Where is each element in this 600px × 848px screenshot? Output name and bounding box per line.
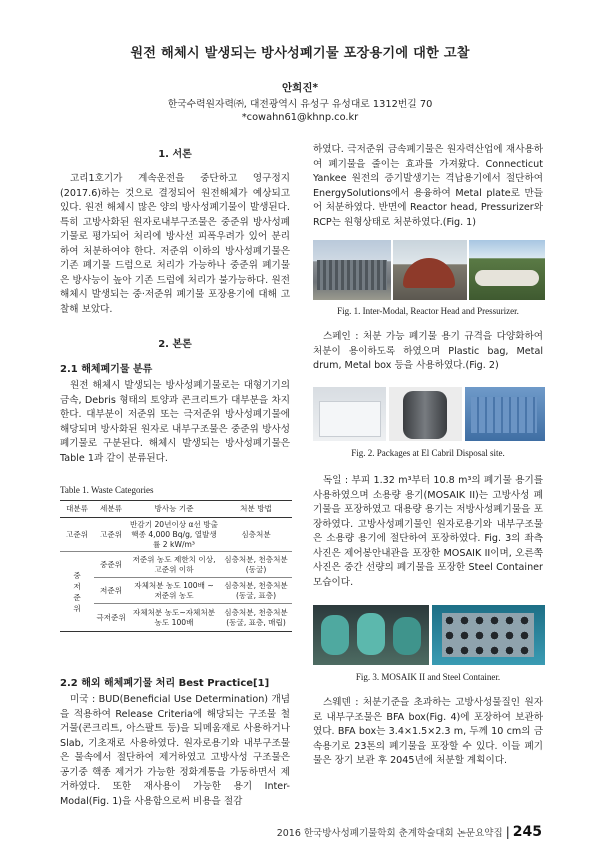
subsection-2-2-title: 2.2 해외 해체폐기물 처리 Best Practice[1] xyxy=(60,678,270,689)
fig2-caption: Fig. 2. Packages at El Cabril Disposal site. xyxy=(351,448,505,458)
spain-paragraph: 스페인 : 처분 가능 폐기물 용기 규격을 다양화하여 처분이 용이하도록 하였으며 Plastic bag, Metal drum, Metal box 등을 사용하였다.(Fig. 2) xyxy=(313,331,543,371)
table-caption: Table 1. Waste Categories xyxy=(60,485,154,495)
table-row xyxy=(60,552,292,578)
intermodal-container-photo xyxy=(313,240,391,300)
right-paragraph-1 xyxy=(313,143,543,230)
right-paragraph-4 xyxy=(313,696,543,769)
steel-container-photo xyxy=(432,605,545,665)
pressurizer-photo xyxy=(469,240,545,300)
intro-paragraph: 고리1호기가 계속운전을 중단하고 영구정지(2017.6)하는 것으로 결정되어 원전해체가 예상되고 있다. 원전 해체시 많은 양의 방사성폐기물이 발생된다. 특히 고방사화된 원자로내부구조물은 중준위 방사성폐기물로 평가되어 처리에 방사선 피폭우려가 있어 분리하여 처분하여야 한다. 저준위 이하의 방사성폐기물은 기존 폐기물 드럼으로 처리가 가능하나 중준위 폐기물은 방사능이 높아 기존 드럼에 처리가 불가능하다. 원전 해체시 발생되는 중·저준위 폐기물 포장용기에 대해 고찰해 보았다. xyxy=(60,173,290,315)
author-email: *cowahn61@khnp.co.kr xyxy=(241,112,359,123)
table-cell: 중준위 xyxy=(94,552,128,578)
table-cell: 자체처분 농도~자체처분 농도 100배 xyxy=(128,604,220,632)
subsection-2-1-title: 2.1 해체폐기물 분류 xyxy=(60,364,153,375)
right-paragraph-2 xyxy=(313,330,543,374)
metal-drum-photo xyxy=(389,387,462,441)
footer-proceedings: 2016 한국방사성폐기물학회 춘계학술대회 논문요약집 xyxy=(276,828,503,839)
affiliation: 한국수력원자력㈜, 대전광역시 유성구 유성대로 1312번길 70 xyxy=(167,99,433,110)
mid-group-label: 중저준위 xyxy=(73,570,81,613)
table-cell: 반감기 20년이상 α선 방출핵종 4,000 Bq/g, 열발생률 2 kW/m³ xyxy=(128,518,220,552)
table-cell: 심층처분, 천층처분(동굴, 표층, 매립) xyxy=(220,604,292,632)
paper-title: 원전 해체시 발생되는 방사성폐기물 포장용기에 대한 고찰 xyxy=(130,46,470,61)
waste-class-paragraph: 원전 해체시 발생되는 방사성폐기물로는 대형기기의 금속, Debris 형태의 토양과 콘크리트가 대부분을 차지한다. 대부분이 저준위 또는 극저준위 방사성폐기물에 해당되며 방사화된 원자로 내부구조물은 중준위 방사성폐기물로 구분된다. 해체시 발생되는 방사성폐기물은 Table 1과 같이 분류된다. xyxy=(60,380,290,464)
section-1-title: 1. 서론 xyxy=(158,149,192,160)
footer-separator: | xyxy=(505,825,510,839)
table-row xyxy=(60,604,292,632)
germany-paragraph: 독일 : 부피 1.32 m³부터 10.8 m³의 폐기물 용기를 사용하였으며 소용량 용기(MOSAIK II)는 고방사성 폐기물을 포장하였고 대용량 용기는 저방사성폐기물을 포장하였다. 고방사성폐기물인 원자로용기와 내부구조물은 소용량 용기에 절단하여 포장하였다. Fig. 3의 좌측 사진은 제어봉안내관을 포장한 MOSAIK II이며, 오른쪽 사진은 중간 선량의 폐기물을 포장한 Steel Container 모습이다. xyxy=(313,475,543,588)
plastic-bag-photo xyxy=(313,387,386,441)
table-header-major: 대분류 xyxy=(60,501,94,518)
table-cell: 고준위 xyxy=(60,518,94,552)
table-cell: 자체처분 농도 100배 ~ 저준위 농도 xyxy=(128,578,220,604)
table-row xyxy=(60,578,292,604)
right-paragraph-3 xyxy=(313,474,543,590)
table-cell: 심층처분, 천층처분(동굴, 표층) xyxy=(220,578,292,604)
connecticut-paragraph: 하였다. 극저준위 금속폐기물은 원자력산업에 재사용하여 폐기물을 줄이는 효과를 가져왔다. Connecticut Yankee 원전의 증기발생기는 격납용기에서 절단하여 EnergySolutions에서 용융하여 Metal plate로 만들어 처분하였다. 반면에 Reactor head, Pressurizer와 RCP는 원형상태로 처분하였다.(Fig. 1) xyxy=(313,144,543,228)
reactor-head-photo xyxy=(393,240,467,300)
table-cell: 심층처분, 천층처분(동굴) xyxy=(220,552,292,578)
table-row xyxy=(60,518,292,552)
section-2-title: 2. 본론 xyxy=(158,339,192,350)
table-header-criteria: 방사능 기준 xyxy=(128,501,220,518)
subsection-2-2-body xyxy=(60,693,290,809)
table-header-method: 처분 방법 xyxy=(220,501,292,518)
sweden-paragraph: 스웨덴 : 처분기준을 초과하는 고방사성물질인 원자로 내부구조물은 BFA box(Fig. 4)에 포장하여 보관하였다. BFA box는 3.4×1.5×2.3 m, 두께 10 cm의 금속용기로 23톤의 폐기물을 포장할 수 있다. 이들 폐기물은 장기 보관 후 2045년에 처분할 계획이다. xyxy=(313,697,543,766)
table-header-minor: 세분류 xyxy=(94,501,128,518)
section-1-body xyxy=(60,172,290,317)
table-cell: 심층처분 xyxy=(220,518,292,552)
usa-paragraph: 미국 : BUD(Beneficial Use Determination) 개념을 적용하여 Release Criteria에 해당되는 구조물 철거물(콘크리트, 아스팔트 등)을 되메움재로 사용하거나 Slab, 기초재로 사용하였다. 원자로용기와 내부구조물은 물속에서 절단하여 제거하였고 고방사성 구조물은 공기중 핵종 제거가 가능한 정화계통을 가동하면서 제거하였다. 또한 재사용이 가능한 용기 Inter-Modal(Fig. 1)을 사용함으로써 비용을 절감 xyxy=(60,694,290,807)
table-cell: 고준위 xyxy=(94,518,128,552)
page-number: 245 xyxy=(512,824,542,840)
fig3-caption: Fig. 3. MOSAIK II and Steel Container. xyxy=(355,672,501,682)
metal-box-photo xyxy=(465,387,545,441)
mosaik-ii-photo xyxy=(313,605,429,665)
table-cell: 극저준위 xyxy=(94,604,128,632)
author-name: 안희진* xyxy=(282,82,318,94)
page-footer xyxy=(277,824,542,840)
fig1-caption: Fig. 1. Inter-Modal, Reactor Head and Pressurizer. xyxy=(337,306,519,316)
table-cell: 저준위 xyxy=(94,578,128,604)
waste-categories-table xyxy=(60,500,292,632)
table-cell: 저준위 농도 제한치 이상, 고준위 이하 xyxy=(128,552,220,578)
subsection-2-1-body xyxy=(60,379,290,466)
table-cell-group xyxy=(60,552,94,632)
